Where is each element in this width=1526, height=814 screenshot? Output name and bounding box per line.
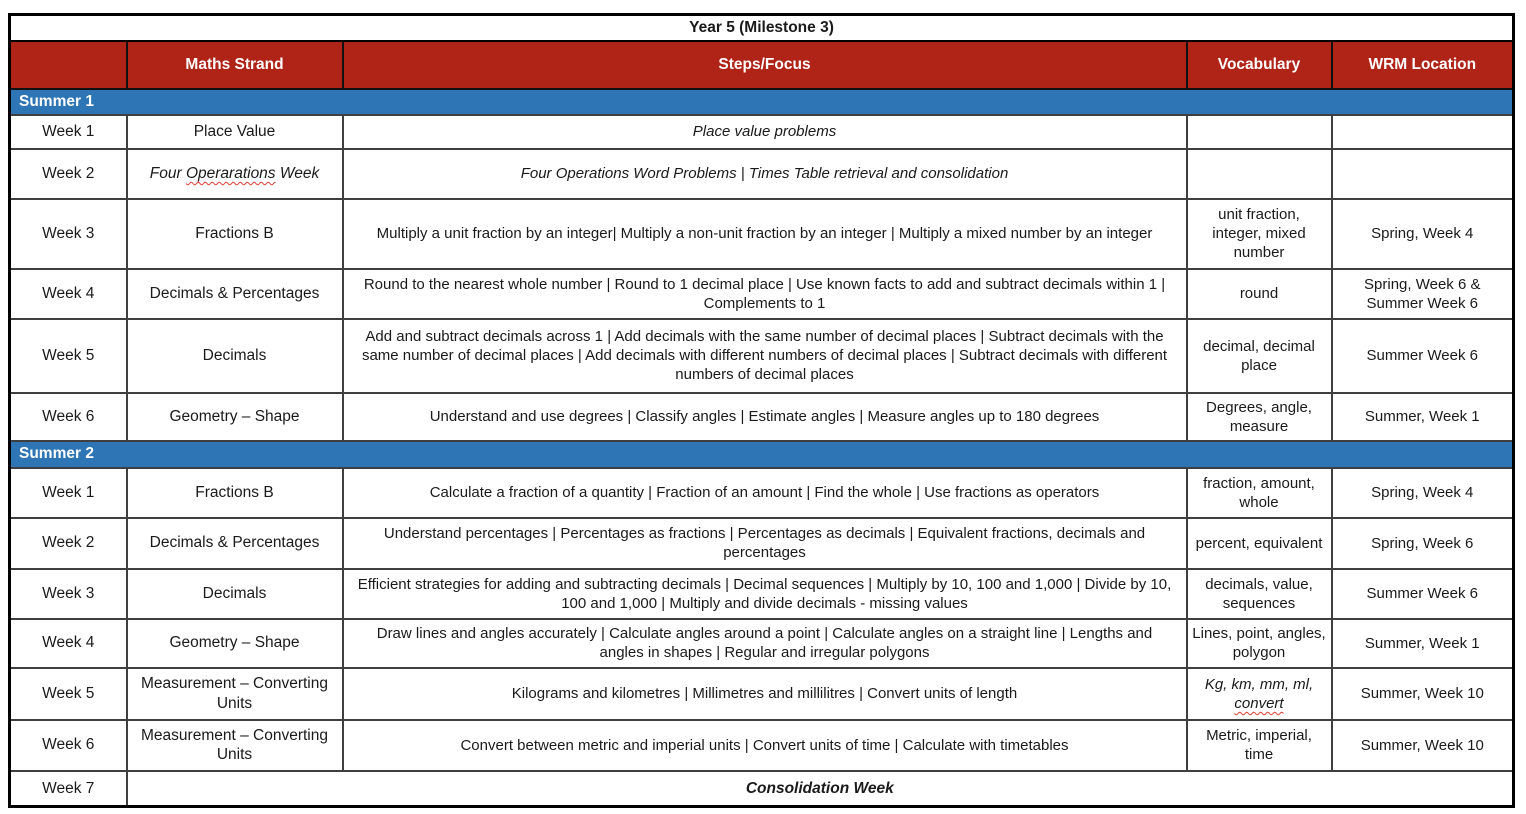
text-segment: Add and subtract decimals across 1 | Add decimals with the same number of decimal places | Subtract decimals with the same number of decimal places | Add decimals with different numbers of decimal places | Subtract decimals with different numbers of decimal places	[361, 328, 1168, 384]
text-segment: Draw lines and angles accurately | Calculate angles around a point | Calculate angles on a straight line | Lengths and angles in shapes | Regular and irregular polygons	[376, 625, 1153, 662]
text-segment: percent, equivalent	[1195, 534, 1323, 552]
text-segment: Round to the nearest whole number | Round to 1 decimal place | Use known facts to add and subtract decimals within 1 | Complements to 1	[363, 275, 1166, 312]
text-segment: Lines, point, angles, polygon	[1192, 625, 1326, 662]
maths-strand-cell	[127, 720, 343, 771]
wrm-location-cell: Summer Week 6	[1332, 319, 1514, 393]
week-label: Week 7	[10, 771, 127, 807]
wrm-location-cell: Summer, Week 1	[1332, 619, 1514, 668]
steps-focus-cell	[343, 468, 1187, 518]
week-label: Week 3	[10, 199, 127, 269]
steps-focus-cell	[343, 199, 1187, 269]
vocabulary-cell	[1187, 720, 1332, 771]
wrm-location-cell: Spring, Week 4	[1332, 468, 1514, 518]
wrm-location-cell: Spring, Week 6	[1332, 518, 1514, 569]
wrm-location-cell: Spring, Week 4	[1332, 199, 1514, 269]
text-segment: unit fraction, integer, mixed number	[1212, 206, 1306, 262]
steps-focus-cell	[343, 720, 1187, 771]
text-segment: Four	[149, 164, 186, 182]
text-segment: Measurement – Converting Units	[141, 675, 328, 712]
maths-strand-cell	[127, 199, 343, 269]
wrm-location-cell: Summer, Week 1	[1332, 393, 1514, 441]
column-header-wrm-location: WRM Location	[1332, 41, 1514, 89]
steps-focus-cell	[343, 149, 1187, 199]
wrm-location-cell: Summer, Week 10	[1332, 668, 1514, 720]
week-label: Week 4	[10, 269, 127, 319]
vocabulary-cell	[1187, 668, 1332, 720]
maths-strand-cell	[127, 149, 343, 199]
text-segment: round	[1239, 285, 1279, 303]
column-header-maths-strand: Maths Strand	[127, 41, 343, 89]
section-row	[10, 441, 1514, 468]
text-segment: Degrees, angle, measure	[1206, 398, 1312, 435]
vocabulary-cell	[1187, 619, 1332, 668]
text-segment: Fractions B	[195, 483, 274, 501]
steps-focus-cell	[343, 569, 1187, 619]
text-segment: Decimals	[202, 584, 267, 602]
wrm-location-cell: Summer, Week 10	[1332, 720, 1514, 771]
consolidation-week-cell: Consolidation Week	[127, 771, 1514, 807]
week-row	[10, 619, 1514, 668]
week-row	[10, 199, 1514, 269]
column-header-steps-focus: Steps/Focus	[343, 41, 1187, 89]
maths-strand-cell	[127, 668, 343, 720]
steps-focus-cell	[343, 518, 1187, 569]
text-segment: Calculate a fraction of a quantity | Fraction of an amount | Find the whole | Use fractions as operators	[429, 484, 1100, 502]
maths-strand-cell	[127, 393, 343, 441]
text-segment: Fractions B	[195, 224, 274, 242]
week-row	[10, 149, 1514, 199]
text-segment: Decimals & Percentages	[149, 284, 320, 302]
steps-focus-cell	[343, 269, 1187, 319]
misspelled-text-segment: convert	[1234, 694, 1284, 712]
maths-strand-cell	[127, 619, 343, 668]
week-row	[10, 569, 1514, 619]
vocabulary-cell	[1187, 115, 1332, 149]
week-label: Week 5	[10, 319, 127, 393]
text-segment: decimals, value, sequences	[1205, 575, 1313, 612]
week-label: Week 1	[10, 468, 127, 518]
vocabulary-cell	[1187, 518, 1332, 569]
week-label: Week 6	[10, 393, 127, 441]
week-row	[10, 468, 1514, 518]
text-segment: Kg, km, mm, ml,	[1204, 675, 1314, 693]
week-row	[10, 269, 1514, 319]
vocabulary-cell	[1187, 569, 1332, 619]
maths-strand-cell	[127, 269, 343, 319]
column-header-week	[10, 41, 127, 89]
text-segment: Efficient strategies for adding and subtracting decimals | Decimal sequences | Multiply by 10, 100 and 1,000 | Divide by 10, 100 and 1,000 | Multiply and divide decimals - missing values	[357, 575, 1172, 612]
vocabulary-cell	[1187, 319, 1332, 393]
vocabulary-cell	[1187, 269, 1332, 319]
section-label: Summer 2	[10, 441, 1514, 468]
steps-focus-cell	[343, 668, 1187, 720]
text-segment: Geometry – Shape	[169, 634, 300, 652]
wrm-location-cell	[1332, 115, 1514, 149]
text-segment: Place value problems	[692, 123, 837, 141]
text-segment: Decimals	[202, 346, 267, 364]
maths-strand-cell	[127, 115, 343, 149]
section-row	[10, 89, 1514, 115]
week-label: Week 6	[10, 720, 127, 771]
week-row	[10, 115, 1514, 149]
vocabulary-cell	[1187, 393, 1332, 441]
page-title: Year 5 (Milestone 3)	[10, 15, 1514, 41]
text-segment: Understand percentages | Percentages as fractions | Percentages as decimals | Equivalent fractions, decimals and percentages	[383, 525, 1146, 562]
week-label: Week 4	[10, 619, 127, 668]
text-segment: Kilograms and kilometres | Millimetres and millilitres | Convert units of length	[511, 685, 1018, 703]
text-segment: Metric, imperial, time	[1206, 727, 1312, 764]
text-segment: Geometry – Shape	[169, 407, 300, 425]
steps-focus-cell	[343, 319, 1187, 393]
wrm-location-cell: Spring, Week 6 & Summer Week 6	[1332, 269, 1514, 319]
week-label: Week 5	[10, 668, 127, 720]
text-segment: fraction, amount, whole	[1203, 474, 1315, 511]
text-segment: Convert between metric and imperial units | Convert units of time | Calculate with timetables	[460, 736, 1069, 754]
week-label: Week 3	[10, 569, 127, 619]
curriculum-table	[8, 13, 1515, 808]
text-segment: Understand and use degrees | Classify angles | Estimate angles | Measure angles up to 180 degrees	[429, 408, 1100, 426]
vocabulary-cell	[1187, 468, 1332, 518]
text-segment: Four Operations Word Problems | Times Table retrieval and consolidation	[520, 165, 1009, 183]
week-label: Week 2	[10, 518, 127, 569]
text-segment: Multiply a unit fraction by an integer| Multiply a non-unit fraction by an integer | Multiply a mixed number by an integer	[376, 225, 1153, 243]
maths-strand-cell	[127, 569, 343, 619]
section-label: Summer 1	[10, 89, 1514, 115]
week-row	[10, 393, 1514, 441]
week-label: Week 2	[10, 149, 127, 199]
steps-focus-cell	[343, 619, 1187, 668]
maths-strand-cell	[127, 518, 343, 569]
wrm-location-cell: Summer Week 6	[1332, 569, 1514, 619]
text-segment: decimal, decimal place	[1203, 337, 1315, 374]
column-header-row	[10, 41, 1514, 89]
maths-strand-cell	[127, 319, 343, 393]
steps-focus-cell	[343, 393, 1187, 441]
steps-focus-cell	[343, 115, 1187, 149]
text-segment: Place Value	[193, 122, 276, 140]
week-row	[10, 319, 1514, 393]
week-row	[10, 668, 1514, 720]
vocabulary-cell	[1187, 149, 1332, 199]
week-row	[10, 518, 1514, 569]
text-segment: Week	[275, 164, 320, 182]
week-row	[10, 720, 1514, 771]
column-header-vocabulary: Vocabulary	[1187, 41, 1332, 89]
misspelled-text-segment: Operarations	[185, 164, 276, 182]
week-label: Week 1	[10, 115, 127, 149]
text-segment: Decimals & Percentages	[149, 534, 320, 552]
consolidation-row	[10, 771, 1514, 807]
maths-strand-cell	[127, 468, 343, 518]
text-segment: Measurement – Converting Units	[141, 726, 328, 764]
wrm-location-cell	[1332, 149, 1514, 199]
title-row	[10, 15, 1514, 41]
vocabulary-cell	[1187, 199, 1332, 269]
